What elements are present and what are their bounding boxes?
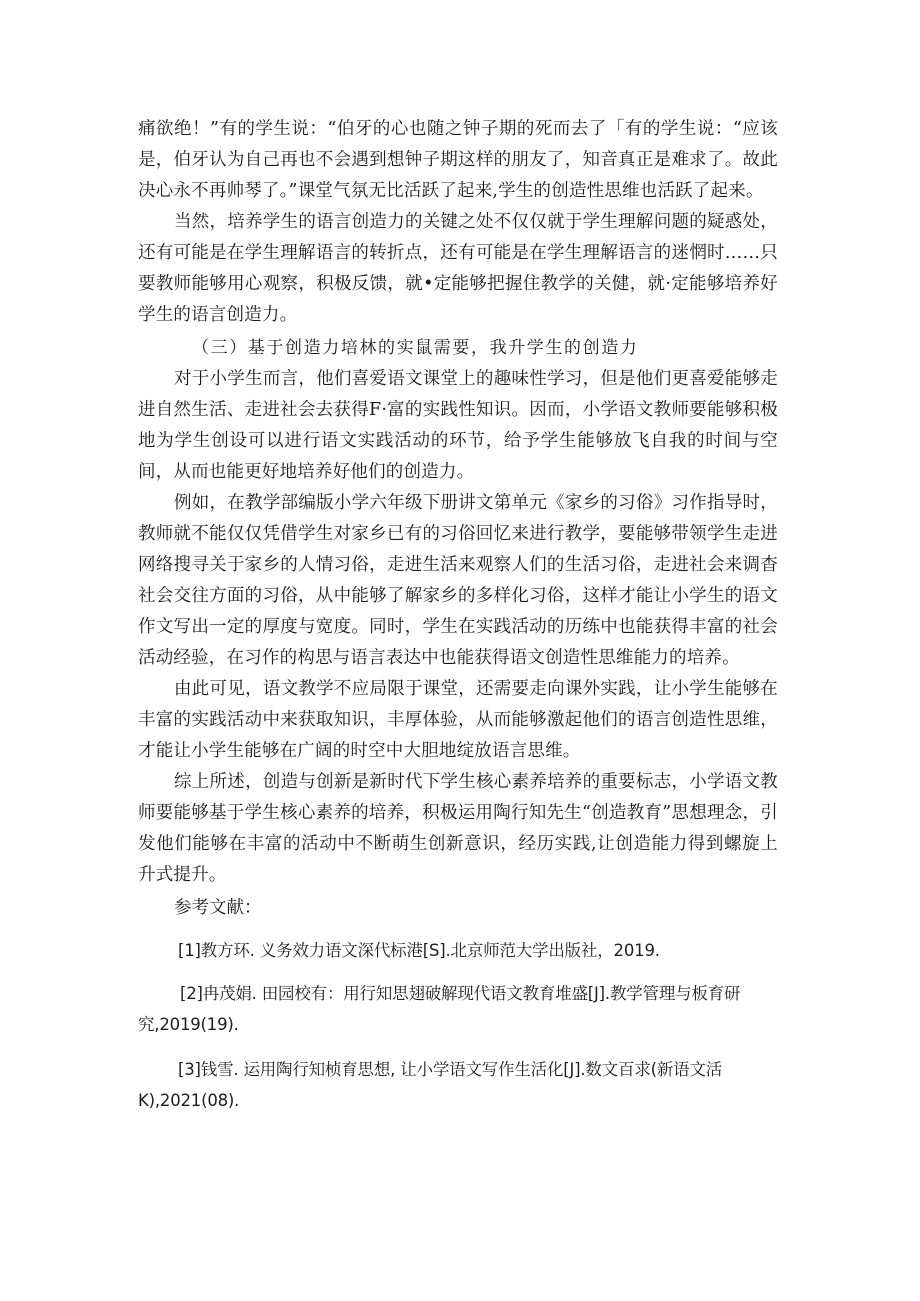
reference-item: [3]钱雪. 运用陶行知桢育思想, 让小学语文写作生活化[J].数文百求(新语文活K),2021(08). [138, 1060, 723, 1110]
reference-item: [2]冉茂娟. 田园校有：用行知思翅破解现代语文教育堆盛[J].教学管理与板育研究,2019(19). [138, 984, 741, 1034]
reference-item: [1]教方环. 义务效力语文深代标港[S].北京师范大学出版社，2019. [178, 941, 660, 960]
paragraph-example: 例如，在教学部编版小学六年级下册讲文第单元《家乡的习俗》习作指导时，教师就不能仅仅凭借学生对家乡已有的习俗回忆来进行教学，要能够带领学生走进网络搜寻关于家乡的人情习俗，走进生活来观察人们的生活习俗，走进社会来调杳社会交往方面的习俗，从中能够了解家乡的多样化习俗，这样才能让小学生的语文作文写出一定的厚度与宽度。同时，学生在实践活动的历练中也能获得丰富的社会活动经验，在习作的构思与语言表达中也能获得语文创造性思维能力的培养。 [138, 493, 778, 668]
paragraph-continued: 痛欲绝！”有的学生说：“伯牙的心也随之钟子期的死而去了「有的学生说：“应该是，伯牙认为自己再也不会遇到想钟子期这样的朋友了，知音真正是难求了。故此决心永不再帅琴了。”课堂气氛无比活跃了起来,学生的创造性思维也活跃了起来。 [138, 119, 778, 201]
section-heading: （三）基于创造力培林的实鼠需要，我升学生的创造力 [192, 338, 639, 358]
references-title: 参考文献： [174, 898, 262, 918]
paragraph-conclusion-practice: 由此可见，语文教学不应局限于课堂，还需要走向课外实践，让小学生能够在丰富的实践活动中来获取知识，丰厚体验，从而能够激起他们的语言创造性思维，才能让小学生能够在广阔的时空中大胆地绽放语言思维。 [138, 679, 778, 761]
document-body [138, 114, 778, 1116]
paragraph-practice-needs: 对于小学生而言，他们喜爱语文课堂上的趣味性学习，但是他们更喜爱能够走进自然生活、走进社会去获得F·富的实践性知识。因而，小学语文教师要能够积极地为学生创设可以进行语文实践活动的环节，给予学生能够放飞自我的时间与空间，从而也能更好地培养好他们的创造力。 [138, 369, 778, 482]
paragraph-summary: 综上所述，创造与创新是新时代下学生核心素养培养的重要标志，小学语文教师要能够基于学生核心素养的培养，积极运用陶行知先生“创造教育”思想理念，引发他们能够在丰富的活动中不断萌生创新意识，经历实践,让创造能力得到螺旋上升式提升。 [138, 772, 778, 885]
paragraph-language-creativity: 当然，培养学生的语言创造力的关键之处不仅仅就于学生理解问题的疑惑处，还有可能是在学生理解语言的转折点，还有可能是在学生理解语言的迷惘时……只要教师能够用心观察，积极反馈，就•定能够把握住教学的关健，就·定能够培养好学生的语言创造力。 [138, 212, 778, 325]
